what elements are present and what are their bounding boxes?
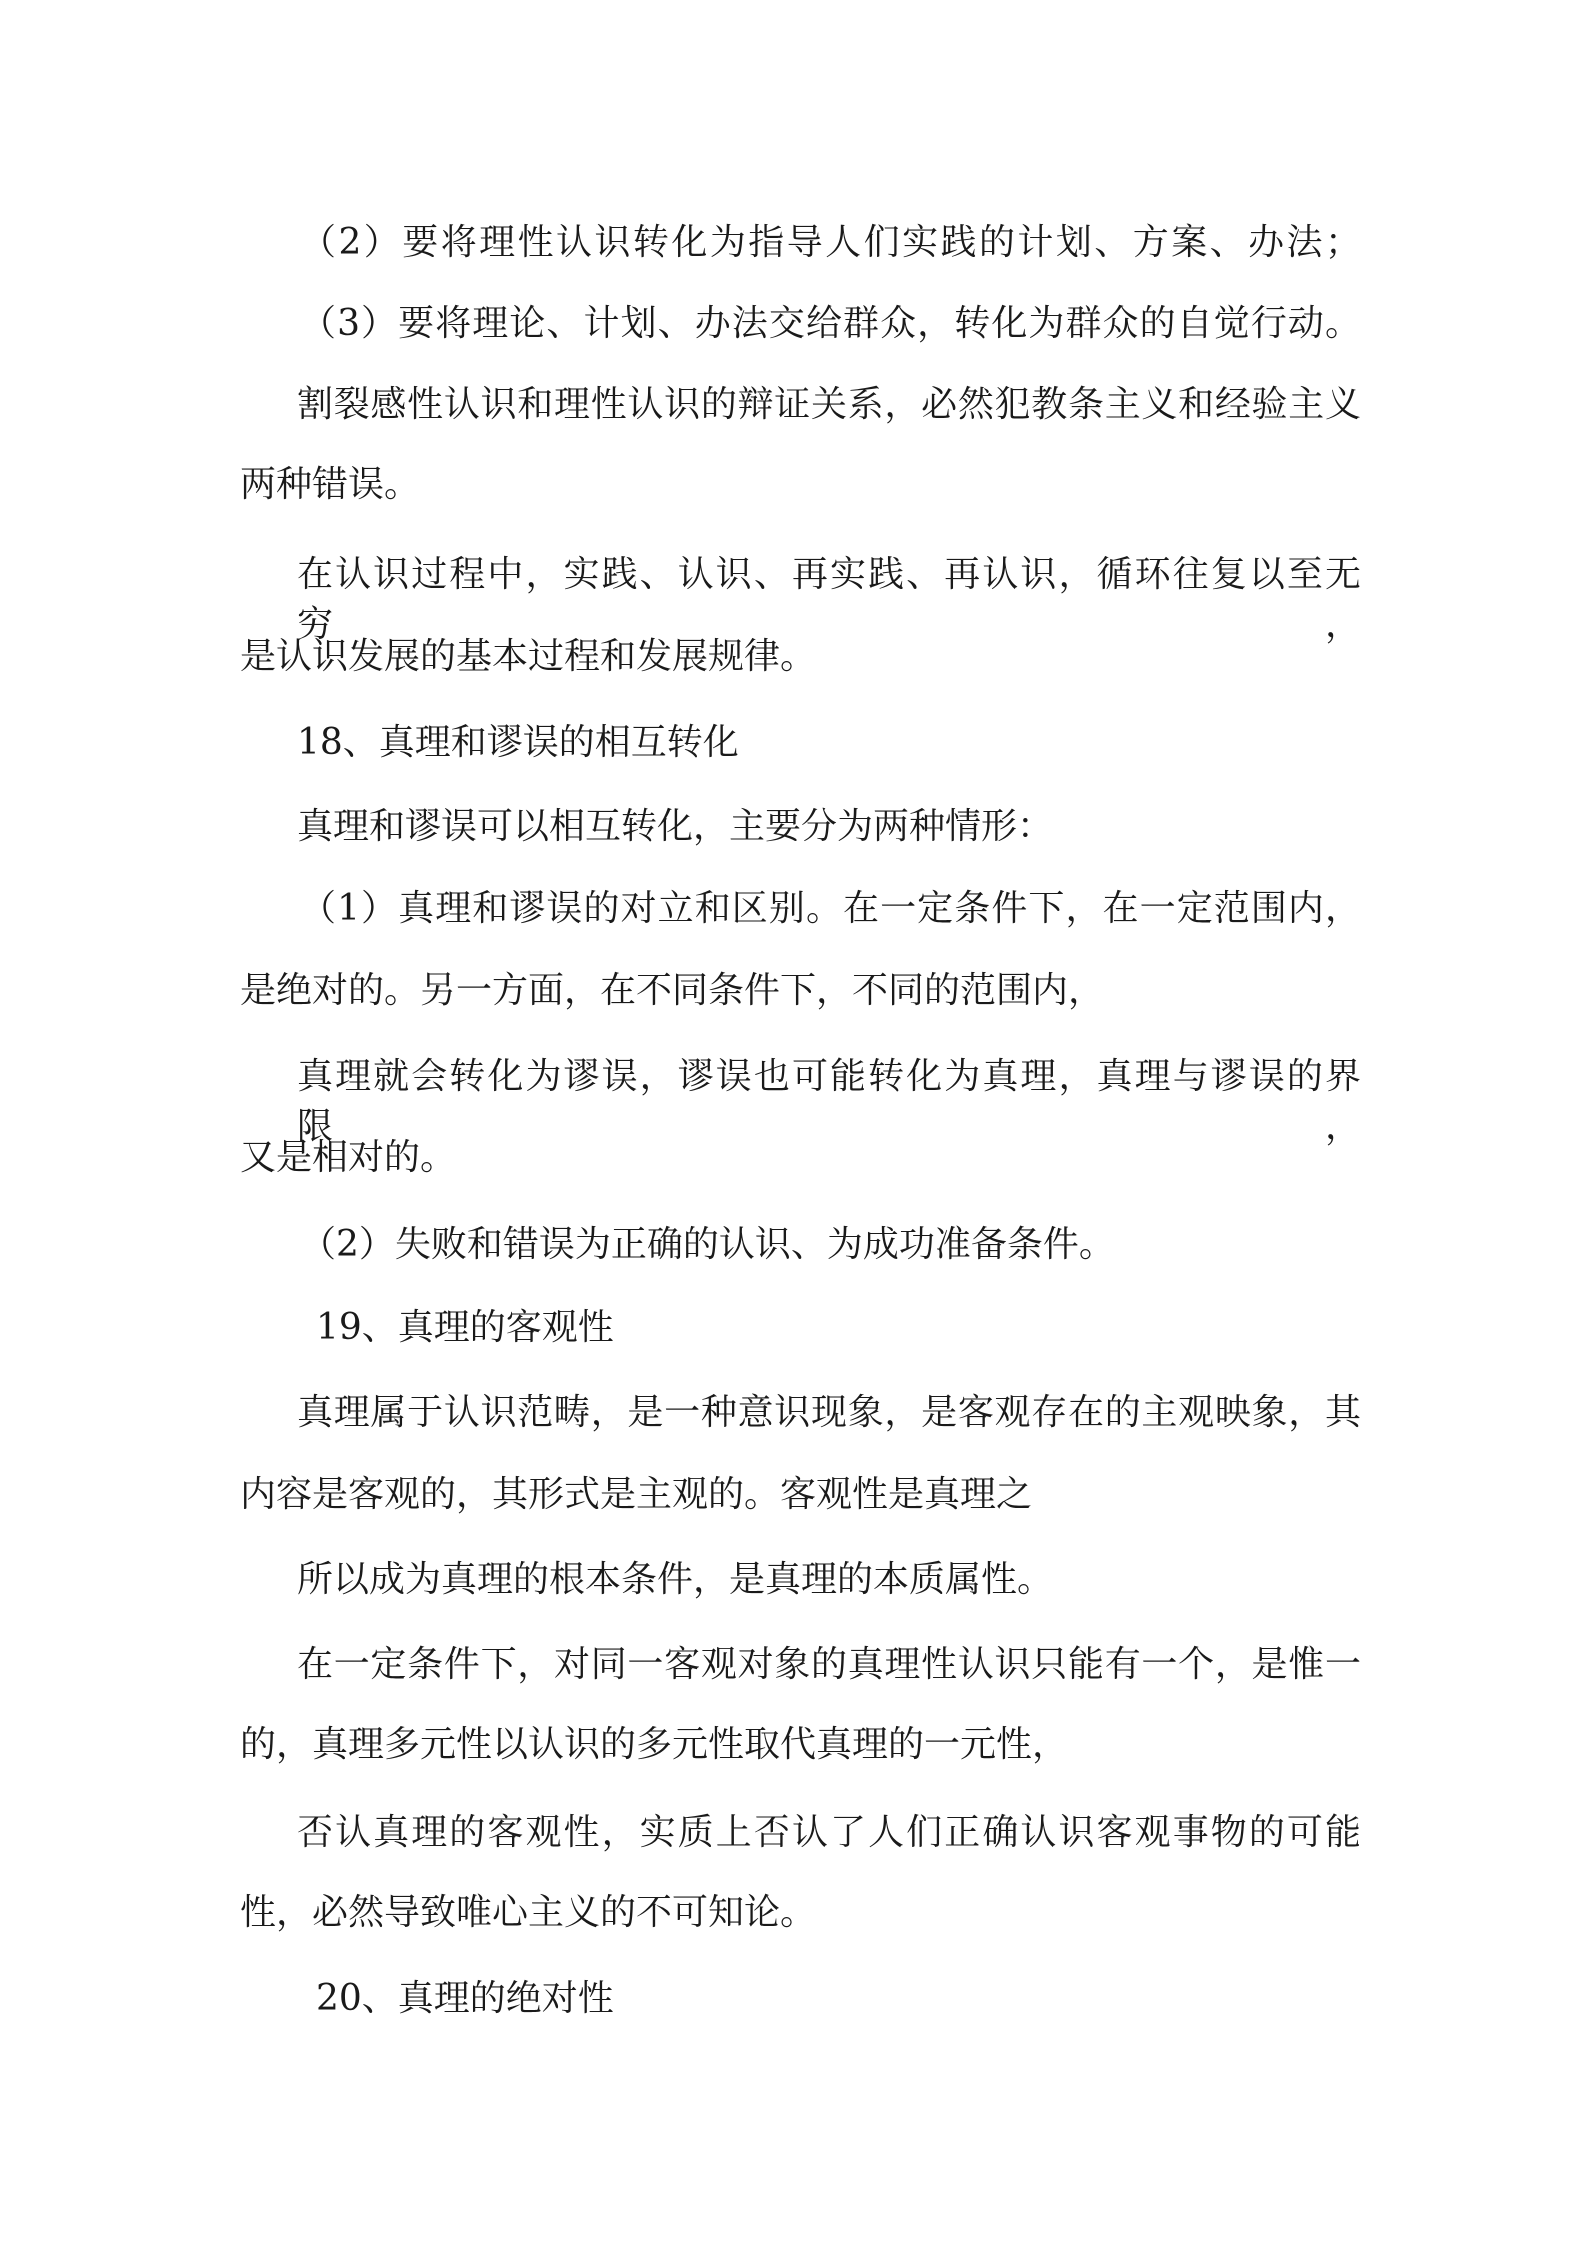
paragraph-dogmatism-line-2: 两种错误。 <box>240 464 421 505</box>
paragraph-objectivity-line-2: 内容是客观的，其形式是主观的。客观性是真理之 <box>240 1474 1033 1515</box>
item-1-truth-error-line-4: 又是相对的。 <box>240 1137 457 1178</box>
paragraph-agnosticism-line-2: 性，必然导致唯心主义的不可知论。 <box>240 1892 817 1933</box>
section-heading-18: 18、真理和谬误的相互转化 <box>297 722 739 763</box>
paragraph-dogmatism-line-1: 割裂感性认识和理性认识的辩证关系，必然犯教条主义和经验主义 <box>297 384 1361 425</box>
paragraph-objectivity-line-1: 真理属于认识范畴，是一种意识现象，是客观存在的主观映象，其 <box>297 1392 1361 1433</box>
section-heading-19: 19、真理的客观性 <box>316 1307 614 1348</box>
paragraph-objectivity-line-3: 所以成为真理的根本条件，是真理的本质属性。 <box>297 1559 1054 1600</box>
paragraph-agnosticism-line-1: 否认真理的客观性，实质上否认了人们正确认识客观事物的可能 <box>297 1812 1361 1853</box>
item-2-failure: （2）失败和错误为正确的认识、为成功准备条件。 <box>300 1224 1115 1265</box>
paragraph-cognition-cycle-line-2: 是认识发展的基本过程和发展规律。 <box>240 636 817 677</box>
item-1-truth-error-line-3: 真理就会转化为谬误，谬误也可能转化为真理，真理与谬误的界限， <box>297 1056 1361 1147</box>
item-2-practice-plans: （2）要将理性认识转化为指导人们实践的计划、方案、办法； <box>300 222 1361 263</box>
item-1-truth-error-line-1: （1）真理和谬误的对立和区别。在一定条件下，在一定范围内， <box>300 888 1361 929</box>
paragraph-cognition-cycle-line-1: 在认识过程中，实践、认识、再实践、再认识，循环往复以至无穷， <box>297 554 1361 645</box>
paragraph-uniqueness-line-1: 在一定条件下，对同一客观对象的真理性认识只能有一个，是惟一 <box>297 1644 1361 1685</box>
paragraph-truth-error-intro: 真理和谬误可以相互转化，主要分为两种情形： <box>297 806 1054 847</box>
item-1-truth-error-line-2: 是绝对的。另一方面，在不同条件下，不同的范围内， <box>240 970 1105 1011</box>
item-3-mass-action: （3）要将理论、计划、办法交给群众，转化为群众的自觉行动。 <box>300 303 1361 344</box>
paragraph-uniqueness-line-2: 的，真理多元性以认识的多元性取代真理的一元性， <box>240 1724 1069 1765</box>
section-heading-20: 20、真理的绝对性 <box>316 1978 614 2019</box>
